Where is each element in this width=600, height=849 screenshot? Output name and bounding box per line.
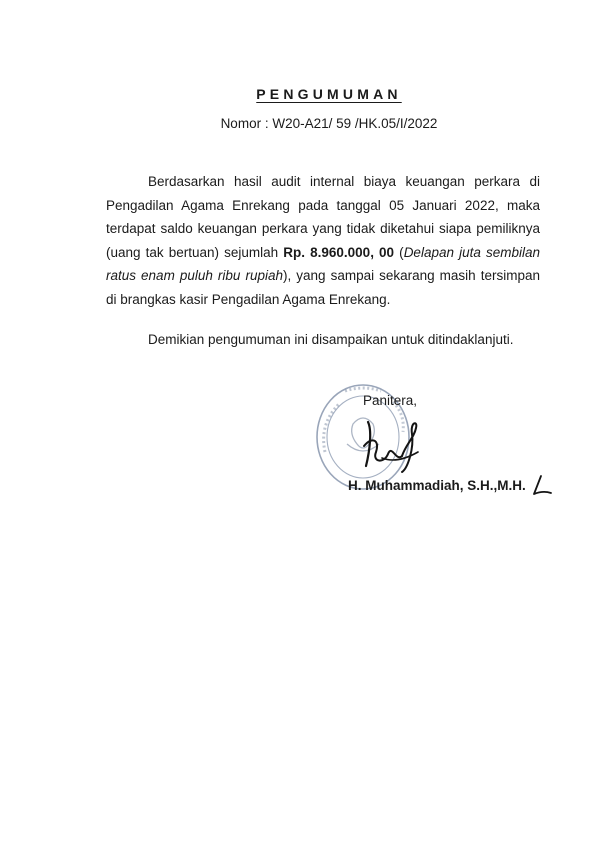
announcement-title-text: PENGUMUMAN <box>256 86 402 102</box>
document-number: Nomor : W20-A21/ 59 /HK.05/I/2022 <box>220 116 438 131</box>
body-text-before-amount: Berdasarkan hasil audit internal biaya keuangan perkara di Pengadilan Agama Enrekang pada tanggal 05 Januari 2022, maka terdapat saldo keuangan perkara yang tidak diketahui siapa pemiliknya (uang tak bertuan) sejumlah <box>106 174 540 260</box>
paren-open: ( <box>394 244 404 260</box>
announcement-title <box>0 86 600 102</box>
signatory-role: Panitera, <box>363 393 418 408</box>
amount-value: Rp. 8.960.000, 00 <box>283 244 395 260</box>
handwritten-signature <box>358 410 428 476</box>
signatory-name: H. Muhammadiah, S.H.,M.H. <box>348 478 526 493</box>
closing-sentence: Demikian pengumuman ini disampaikan untuk ditindaklanjuti. <box>148 332 514 347</box>
seal-text-arc-top <box>345 388 381 391</box>
seal-text-arc-left <box>324 404 339 452</box>
body-text-after-amount: ), yang sampai sekarang masih tersimpan di brangkas kasir Pengadilan Agama Enrekang. <box>106 268 540 307</box>
initial-paraf <box>531 472 553 498</box>
amount-in-words: Delapan juta sembilan ratus enam puluh ribu rupiah <box>106 244 540 283</box>
announcement-body <box>106 170 540 311</box>
